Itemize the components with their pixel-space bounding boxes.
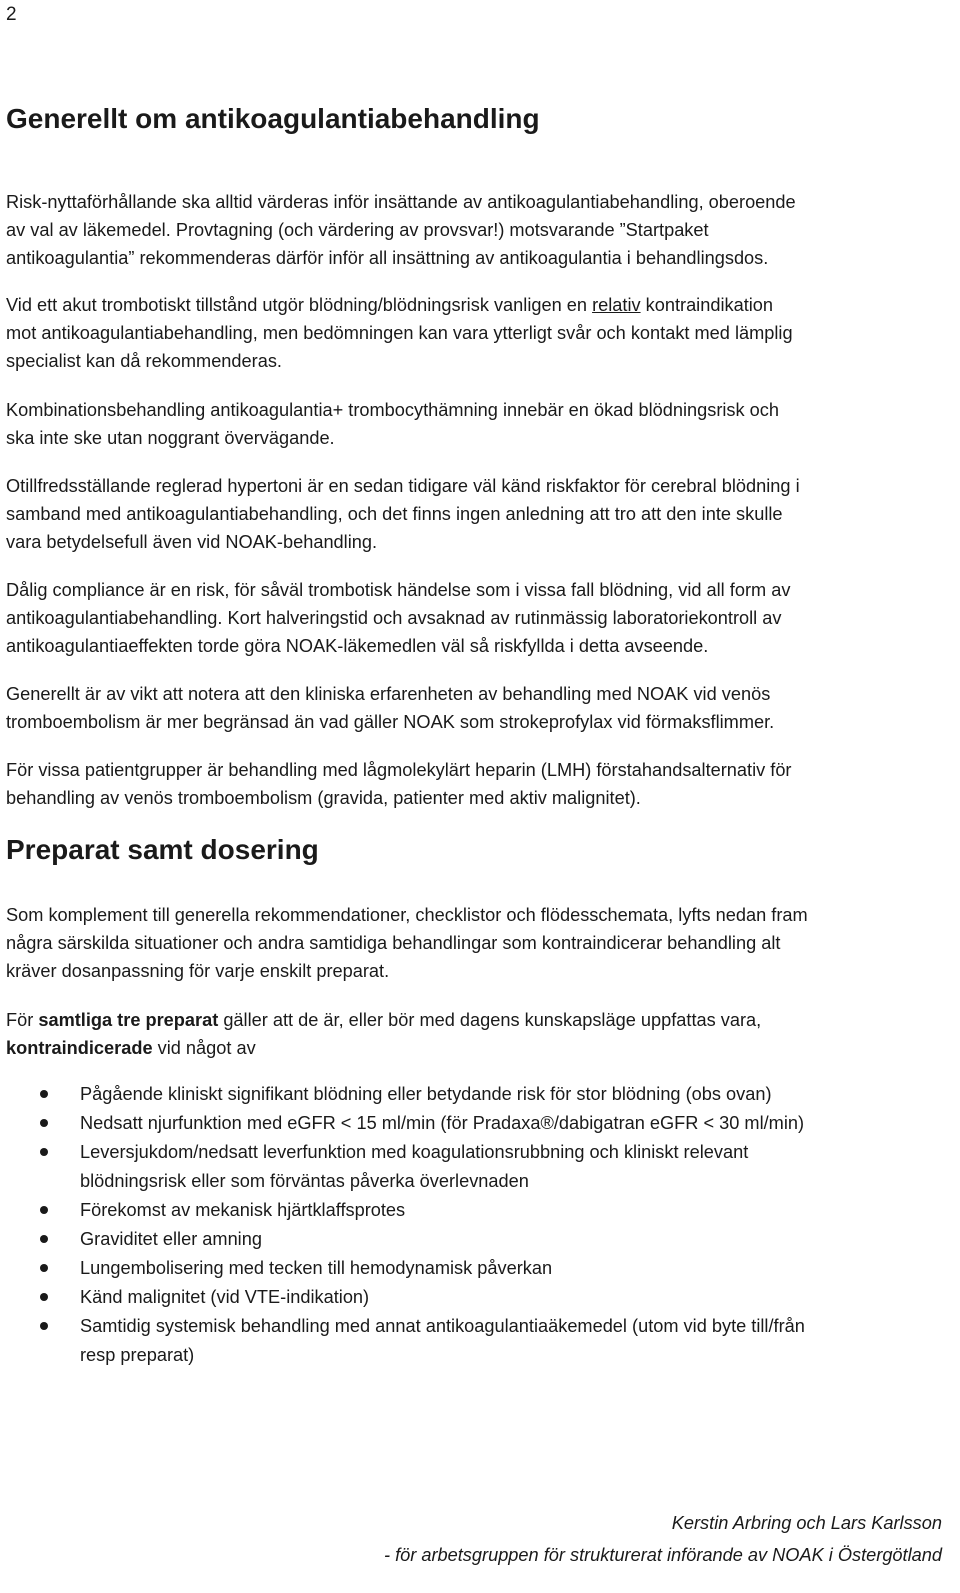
intro-line: av val av läkemedel. Provtagning (och värdering av provsvar!) motsvarande ”Startpaket (6, 220, 709, 240)
bullet-icon (40, 1090, 48, 1098)
paragraph-line: Otillfredsställande reglerad hypertoni är en sedan tidigare väl känd riskfaktor för cerebral blödning i (6, 476, 800, 496)
paragraph-line: specialist kan då rekommenderas. (6, 351, 282, 371)
list-item-text: Graviditet eller amning (80, 1229, 262, 1249)
paragraph-line (6, 1006, 941, 1034)
paragraph-acute-thrombotic (6, 291, 941, 375)
list-item (0, 1080, 935, 1109)
paragraph-line (6, 1034, 941, 1062)
paragraph-lmh (6, 756, 941, 812)
paragraph-compliance (6, 576, 941, 660)
paragraph-complement (6, 901, 941, 985)
list-item-text: Pågående kliniskt signifikant blödning eller betydande risk för stor blödning (obs ovan) (80, 1084, 772, 1104)
paragraph-line: Kombinationsbehandling antikoagulantia+ trombocythämning innebär en ökad blödningsrisk och (6, 400, 779, 420)
paragraph-line: kräver dosanpassning för varje enskilt preparat. (6, 961, 390, 981)
text-span: Vid ett akut trombotiskt tillstånd utgör blödning/blödningsrisk vanligen en (6, 295, 593, 315)
list-item (0, 1283, 935, 1312)
section-title-preparations: Preparat samt dosering (6, 834, 319, 865)
list-item (0, 1312, 935, 1370)
paragraph-line: mot antikoagulantiabehandling, men bedömningen kan vara ytterligt svår och kontakt med lämplig (6, 323, 793, 343)
paragraph-line: samband med antikoagulantiabehandling, och det finns ingen anledning att tro att den inte skulle (6, 504, 783, 524)
paragraph-line: tromboembolism är mer begränsad än vad gäller NOAK som strokeprofylax vid förmaksflimmer. (6, 712, 775, 732)
intro-line: Risk-nyttaförhållande ska alltid värderas inför insättande av antikoagulantiabehandling, oberoende (6, 192, 796, 212)
section-title-general: Generellt om antikoagulantiabehandling (6, 103, 540, 134)
bullet-icon (40, 1119, 48, 1127)
paragraph-line: Generellt är av vikt att notera att den kliniska erfarenheten av behandling med NOAK vid venös (6, 684, 771, 704)
list-item-text: Känd malignitet (vid VTE-indikation) (80, 1287, 370, 1307)
bullet-icon (40, 1322, 48, 1330)
bold-text: samtliga tre preparat (38, 1010, 219, 1030)
bullet-icon (40, 1293, 48, 1301)
list-item (0, 1225, 935, 1254)
bold-text: kontraindicerade (6, 1038, 153, 1058)
paragraph-line: ska inte ske utan noggrant övervägande. (6, 428, 335, 448)
footer-authors: Kerstin Arbring och Lars Karlsson (671, 1513, 942, 1533)
list-item (0, 1196, 935, 1225)
list-item (0, 1254, 935, 1283)
text-span: vid något av (152, 1038, 256, 1058)
page-number: 2 (6, 4, 17, 25)
paragraph-line: Dålig compliance är en risk, för såväl trombotisk händelse som i vissa fall blödning, vid all form av (6, 580, 791, 600)
list-item-text: Leversjukdom/nedsatt leverfunktion med koagulationsrubbning och kliniskt relevant (80, 1142, 749, 1162)
paragraph-line: Som komplement till generella rekommendationer, checklistor och flödesschemata, lyfts nedan fram (6, 905, 808, 925)
bullet-icon (40, 1206, 48, 1214)
list-item-text: Nedsatt njurfunktion med eGFR < 15 ml/min (för Pradaxa®/dabigatran eGFR < 30 ml/min) (80, 1113, 805, 1133)
paragraph-combination (6, 396, 941, 452)
list-item-text: Lungembolisering med tecken till hemodynamisk påverkan (80, 1258, 553, 1278)
list-item (0, 1138, 935, 1196)
contraindication-list (0, 1080, 935, 1370)
paragraph-line (6, 291, 941, 319)
paragraph-hypertension (6, 472, 941, 556)
list-item-text: resp preparat) (80, 1345, 195, 1365)
intro-line: antikoagulantia” rekommenderas därför inför all insättning av antikoagulantia i behandlingsdos. (6, 248, 769, 268)
paragraph-line: antikoagulantiabehandling. Kort halveringstid och avsaknad av rutinmässig laboratoriekontroll av (6, 608, 782, 628)
intro-paragraph (6, 188, 946, 272)
text-span: För (6, 1010, 39, 1030)
list-item-text: Samtidig systemisk behandling med annat antikoagulantiaäkemedel (utom vid byte till/från (80, 1316, 805, 1336)
paragraph-line: För vissa patientgrupper är behandling med lågmolekylärt heparin (LMH) förstahandsalternativ för (6, 760, 792, 780)
paragraph-contraindications (6, 1006, 941, 1062)
text-span: kontraindikation (640, 295, 774, 315)
paragraph-line: några särskilda situationer och andra samtidiga behandlingar som kontraindicerar behandling alt (6, 933, 781, 953)
paragraph-line: vara betydelsefull även vid NOAK-behandling. (6, 532, 378, 552)
paragraph-line: behandling av venös tromboembolism (gravida, patienter med aktiv malignitet). (6, 788, 641, 808)
bullet-icon (40, 1148, 48, 1156)
list-item-text: blödningsrisk eller som förväntas påverka överlevnaden (80, 1171, 529, 1191)
bullet-icon (40, 1264, 48, 1272)
footer-group: - för arbetsgruppen för strukturerat införande av NOAK i Östergötland (383, 1545, 942, 1565)
bullet-icon (40, 1235, 48, 1243)
paragraph-line: antikoagulantiaeffekten torde göra NOAK-läkemedlen väl så riskfyllda i detta avseende. (6, 636, 709, 656)
list-item (0, 1109, 935, 1138)
list-item-text: Förekomst av mekanisk hjärtklaffsprotes (80, 1200, 406, 1220)
underlined-word: relativ (592, 295, 641, 315)
text-span: gäller att de är, eller bör med dagens kunskapsläge uppfattas vara, (218, 1010, 762, 1030)
paragraph-experience (6, 680, 941, 736)
